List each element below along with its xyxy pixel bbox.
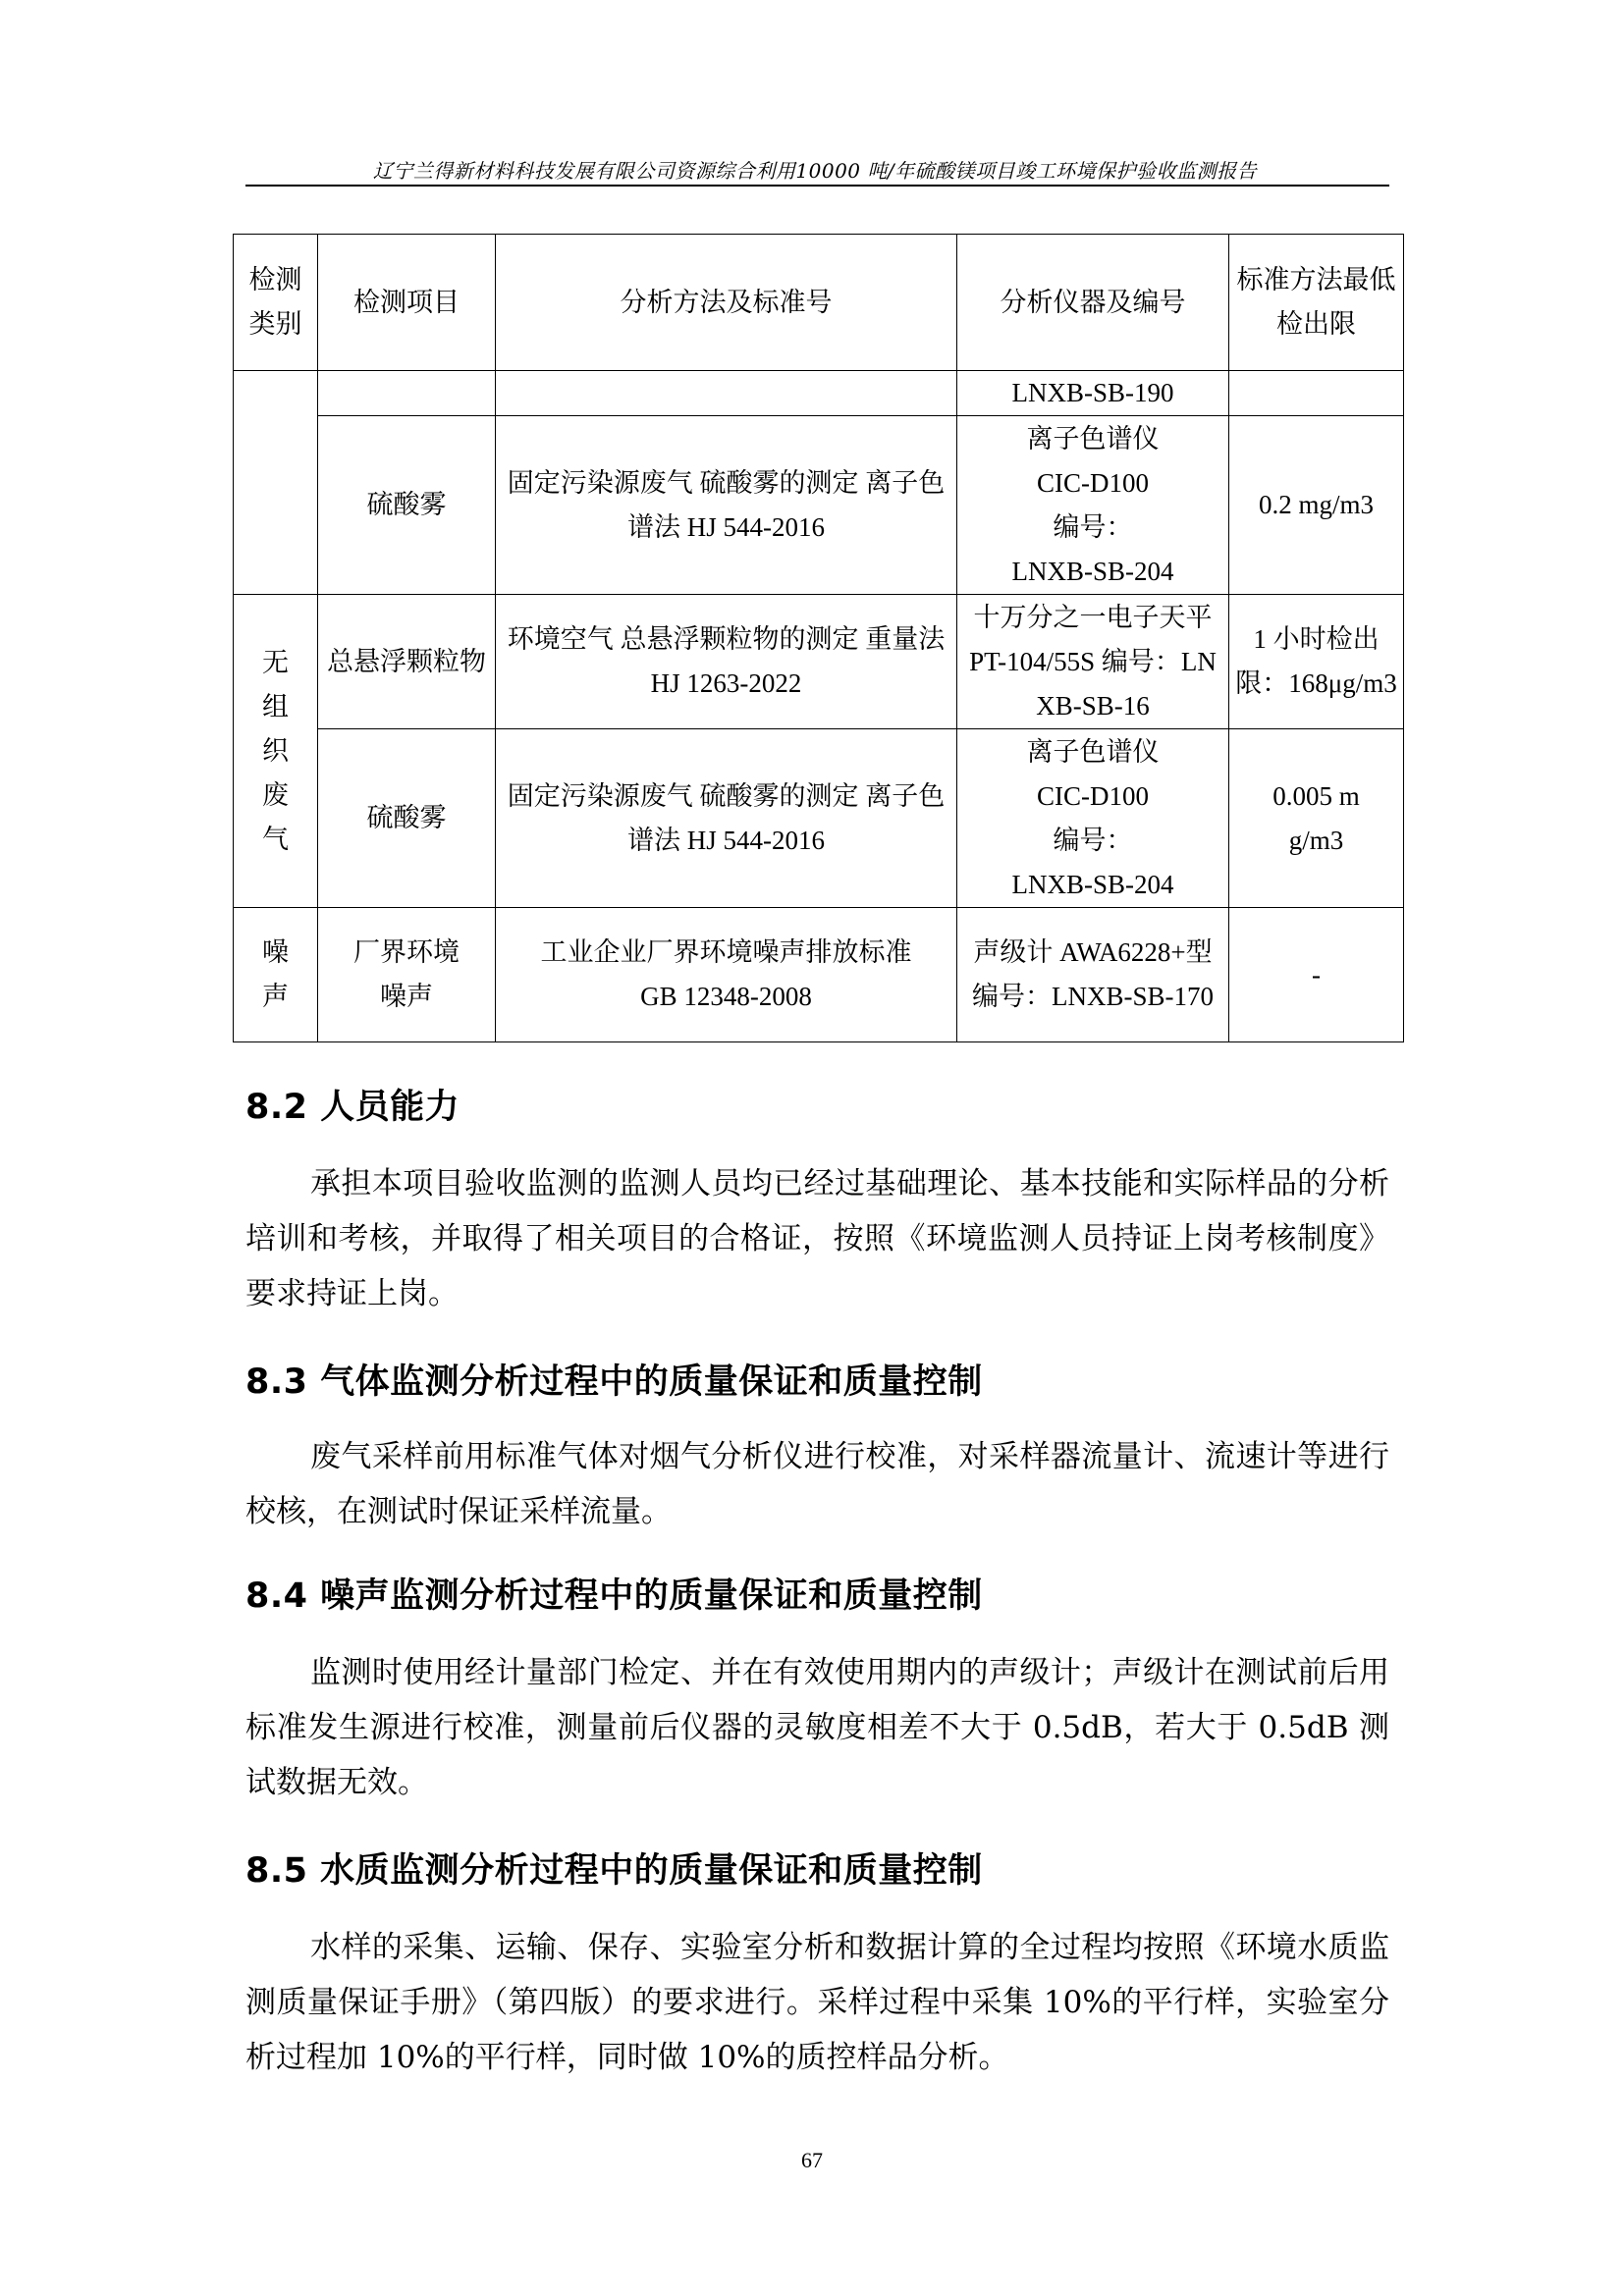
limit-cell: 1 小时检出限：168μg/m3 xyxy=(1229,595,1404,729)
table-row xyxy=(234,416,1404,595)
section-body: 废气采样前用标准气体对烟气分析仪进行校准，对采样器流量计、流速计等进行校核，在测试时保证采样流量。 xyxy=(245,1439,1389,1529)
instrument-line: 编号： xyxy=(1053,825,1133,855)
instrument-cell: 十万分之一电子天平 PT-104/55S 编号：LNXB-SB-16 xyxy=(957,595,1229,729)
section-body: 监测时使用经计量部门检定、并在有效使用期内的声级计；声级计在测试前后用标准发生源进行校准，测量前后仪器的灵敏度相差不大于 0.5dB，若大于 0.5dB 测试数据无效。 xyxy=(245,1655,1389,1800)
method-cell xyxy=(496,908,957,1042)
category-cell: 噪声 xyxy=(234,908,318,1042)
table-row xyxy=(234,595,1404,729)
category-cell: 无组织废气 xyxy=(234,595,318,908)
page-number: 67 xyxy=(801,2148,823,2172)
limit-cell: - xyxy=(1229,908,1404,1042)
running-header: 辽宁兰得新材料科技发展有限公司资源综合利用10000 吨/年硫酸镁项目竣工环境保护验收监测报告 xyxy=(372,159,1258,183)
section-heading: 8.3 气体监测分析过程中的质量保证和质量控制 xyxy=(245,1362,983,1402)
instrument-cell xyxy=(957,416,1229,595)
method-cell: 固定污染源废气 硫酸雾的测定 离子色谱法 HJ 544-2016 xyxy=(496,416,957,595)
section-heading: 8.4 噪声监测分析过程中的质量保证和质量控制 xyxy=(245,1576,983,1616)
header-instrument: 分析仪器及编号 xyxy=(957,235,1229,371)
header-limit: 标准方法最低检出限 xyxy=(1229,235,1404,371)
instrument-cell xyxy=(957,729,1229,908)
detection-methods-table xyxy=(233,234,1404,1042)
method-line: GB 12348-2008 xyxy=(640,982,812,1011)
item-cell: 厂界环境噪声 xyxy=(318,908,496,1042)
instrument-line: LNXB-SB-204 xyxy=(1011,556,1174,586)
method-cell xyxy=(496,371,957,416)
category-cell-continued xyxy=(234,371,318,595)
instrument-cell: LNXB-SB-190 xyxy=(957,371,1229,416)
instrument-line: LNXB-SB-204 xyxy=(1011,869,1174,899)
instrument-line: 离子色谱仪 xyxy=(1026,423,1160,454)
limit-cell: 0.005 mg/m3 xyxy=(1229,729,1404,908)
limit-cell xyxy=(1229,371,1404,416)
item-cell xyxy=(318,371,496,416)
section-heading: 8.2 人员能力 xyxy=(245,1088,460,1127)
table-row xyxy=(234,371,1404,416)
item-cell: 硫酸雾 xyxy=(318,729,496,908)
section-body: 水样的采集、运输、保存、实验室分析和数据计算的全过程均按照《环境水质监测质量保证手册》（第四版）的要求进行。采样过程中采集 10%的平行样，实验室分析过程加 10%的平行样，同时做 10%的质控样品分析。 xyxy=(245,1930,1389,2075)
section-heading: 8.5 水质监测分析过程中的质量保证和质量控制 xyxy=(245,1851,983,1891)
header-rule xyxy=(245,185,1389,187)
table-row xyxy=(234,729,1404,908)
table-header-row xyxy=(234,235,1404,371)
limit-cell: 0.2 mg/m3 xyxy=(1229,416,1404,595)
header-item: 检测项目 xyxy=(318,235,496,371)
instrument-line: 编号： xyxy=(1053,511,1133,542)
header-category: 检测类别 xyxy=(234,235,318,371)
method-cell: 固定污染源废气 硫酸雾的测定 离子色谱法 HJ 544-2016 xyxy=(496,729,957,908)
item-cell: 总悬浮颗粒物 xyxy=(318,595,496,729)
header-method: 分析方法及标准号 xyxy=(496,235,957,371)
section-body: 承担本项目验收监测的监测人员均已经过基础理论、基本技能和实际样品的分析培训和考核，并取得了相关项目的合格证，按照《环境监测人员持证上岗考核制度》要求持证上岗。 xyxy=(245,1166,1389,1311)
instrument-line: CIC-D100 xyxy=(1037,467,1149,498)
instrument-cell: 声级计 AWA6228+型编号：LNXB-SB-170 xyxy=(957,908,1229,1042)
method-line: 工业企业厂界环境噪声排放标准 xyxy=(540,937,912,967)
method-cell: 环境空气 总悬浮颗粒物的测定 重量法 HJ 1263-2022 xyxy=(496,595,957,729)
instrument-line: 离子色谱仪 xyxy=(1026,736,1160,767)
item-cell: 硫酸雾 xyxy=(318,416,496,595)
table-row xyxy=(234,908,1404,1042)
instrument-line: CIC-D100 xyxy=(1037,780,1149,811)
